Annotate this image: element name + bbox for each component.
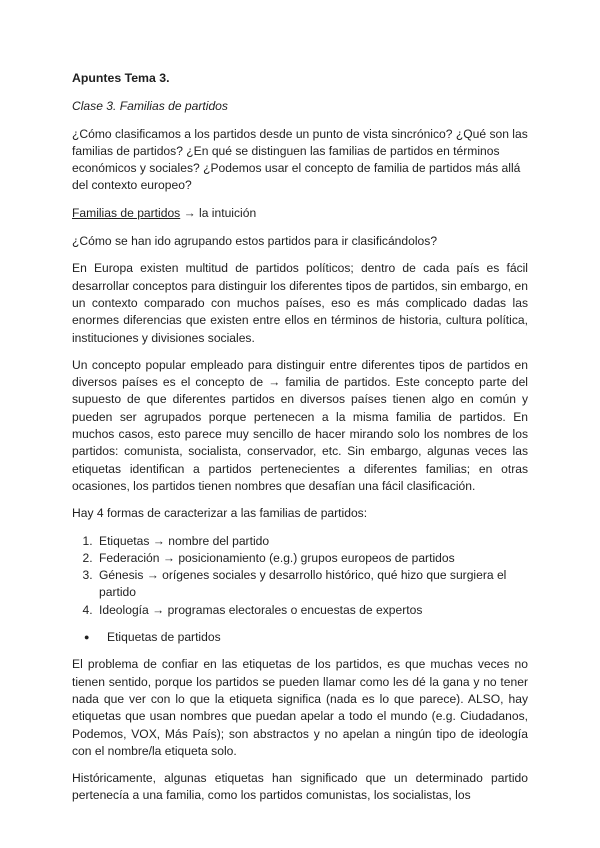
- bullet-list: [72, 629, 528, 646]
- formas-paragraph: Hay 4 formas de caracterizar a las familias de partidos:: [72, 506, 368, 521]
- section-heading-underlined: Familias de partidos: [72, 205, 181, 220]
- list-item: 2. Federación → posicionamiento (e.g.) grupos europeos de partidos: [96, 550, 528, 567]
- document-body: [72, 70, 528, 815]
- doc-subtitle: Clase 3. Familias de partidos: [72, 99, 228, 114]
- section-heading: [72, 205, 528, 222]
- problema-paragraph: El problema de confiar en las etiquetas de los partidos, es que muchas veces no tienen sentido, porque los partidos se pueden llamar como les dé la gana y no tener nada que ver con lo que la etiqueta significa (nada es lo que parece). ALSO, hay etiquetas que usan nombres que puedan apelar a todo el mundo (e.g. Ciudadanos, Podemos, VOX, Más País); son abstractos y no apelan a ningún tipo de ideología con el nombre/la etiqueta solo.: [72, 657, 528, 758]
- formas-list: [72, 533, 528, 619]
- intro-paragraph: ¿Cómo clasificamos a los partidos desde un punto de vista sincrónico? ¿Qué son las familias de partidos? ¿En qué se distinguen las familias de partidos en términos económicos y sociales? ¿Podemos usar el concepto de familia de partidos más allá del contexto europeo?: [72, 126, 528, 193]
- concepto-paragraph: Un concepto popular empleado para distinguir entre diferentes tipos de partidos en diversos países es el concepto de → familia de partidos. Este concepto parte del supuesto de que diferentes partidos en diversos países tienen algo en común y pueden ser agrupados porque pertenecen a la misma familia de partidos. En muchos casos, esto parece muy sencillo de hacer mirando solo los nombres de los partidos: comunista, socialista, conservador, etc. Sin embargo, algunas veces las etiquetas identifican a partidos pertenecientes a diferentes familias; en otras ocasiones, los partidos tienen nombres que desafían una fácil clasificación.: [72, 357, 528, 493]
- list-item: 4. Ideología → programas electorales o encuestas de expertos: [96, 602, 528, 619]
- section-heading-tail: → la intuición: [180, 205, 257, 220]
- list-item: 1. Etiquetas → nombre del partido: [96, 533, 528, 550]
- list-item: 3. Génesis → orígenes sociales y desarrollo histórico, qué hizo que surgiera el partido: [96, 567, 528, 602]
- question-paragraph: ¿Cómo se han ido agrupando estos partidos para ir clasificándolos?: [72, 234, 438, 249]
- historic-paragraph: Históricamente, algunas etiquetas han significado que un determinado partido pertenecía a una familia, como los partidos comunistas, los socialistas, los: [72, 771, 528, 803]
- europa-paragraph: En Europa existen multitud de partidos políticos; dentro de cada país es fácil desarrollar conceptos para distinguir los diferentes tipos de partidos, sin embargo, en un contexto comparado con muchos países, eso es más complicado dadas las enormes diferencias que existen entre ellos en términos de historia, cultura política, instituciones y divisiones sociales.: [72, 261, 528, 345]
- bullet-item: ● Etiquetas de partidos: [96, 629, 528, 646]
- doc-title: Apuntes Tema 3.: [72, 71, 170, 85]
